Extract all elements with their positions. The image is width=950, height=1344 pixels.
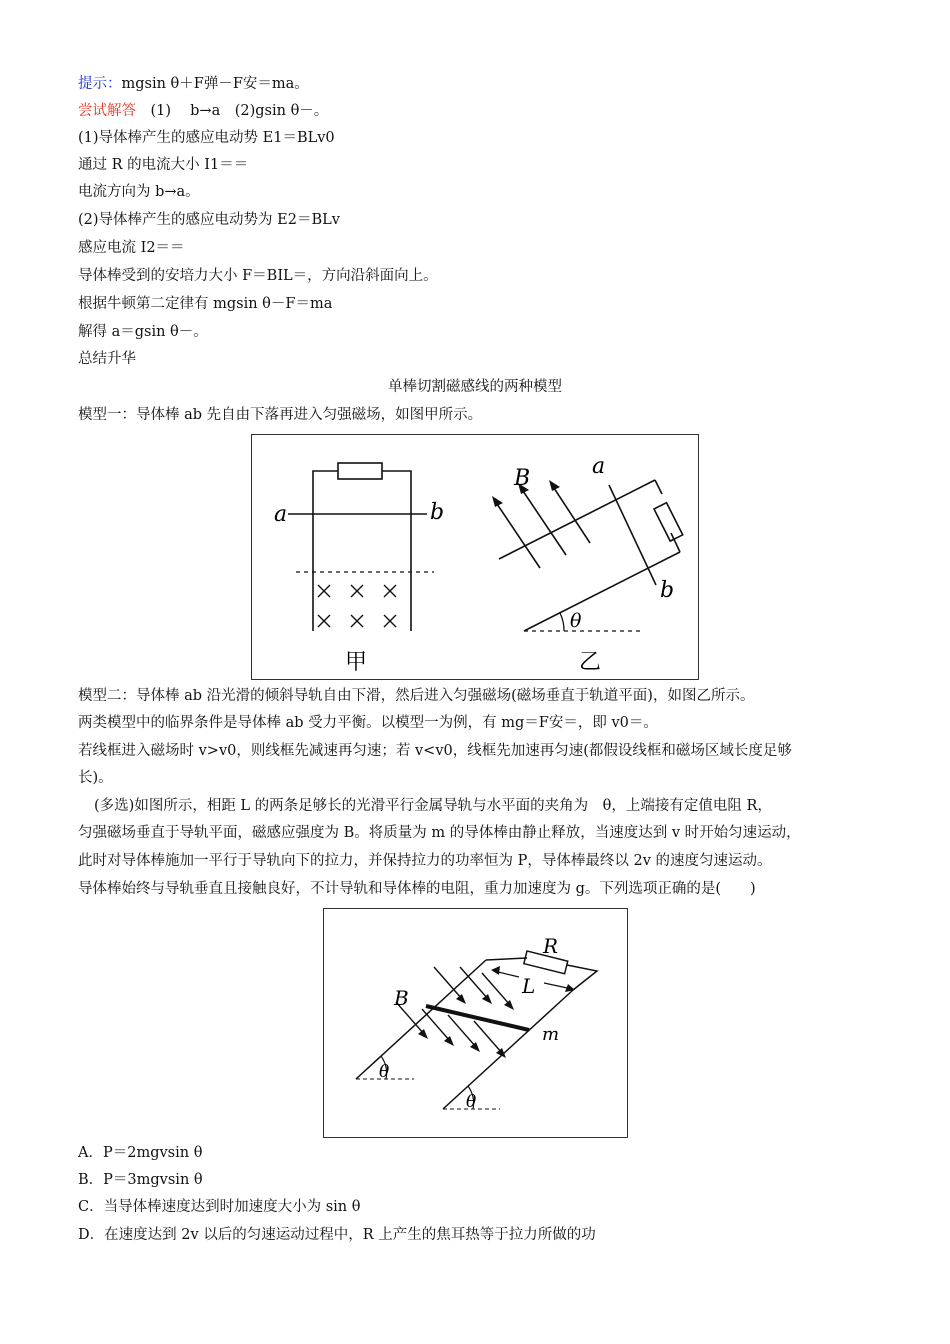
- option-b: B．P＝3mgvsin θ: [78, 1172, 203, 1188]
- question-line-4: 导体棒始终与导轨垂直且接触良好，不计导轨和导体棒的电阻，重力加速度为 g。下列选项正确的是( ): [78, 881, 756, 897]
- question-line-1: (多选)如图所示，相距 L 的两条足够长的光滑平行金属导轨与水平面的夹角为 θ，上端接有定值电阻 R，: [94, 798, 772, 814]
- q-label-B: B: [394, 986, 409, 1010]
- yi-label-b: b: [660, 578, 675, 603]
- q-label-R: R: [543, 934, 559, 958]
- option-c: C．当导体棒速度达到时加速度大小为 sin θ: [78, 1199, 361, 1215]
- yi-field-lines: [495, 485, 590, 568]
- q-label-L: L: [522, 974, 536, 998]
- summary-heading: 总结升华: [78, 351, 136, 367]
- jia-left-rail: [313, 471, 338, 631]
- yi-label-B: B: [514, 466, 531, 491]
- q-label-theta-1: θ: [379, 1062, 390, 1082]
- figure-jia: [288, 463, 434, 631]
- condition-line-1: 若线框进入磁场时 v>v0，则线框先减速再匀速；若 v<v0，线框先加速再匀速(都假设线框和磁场区域长度足够: [78, 743, 792, 759]
- yi-angle-arc: [560, 613, 564, 631]
- figure-models-svg: [252, 435, 698, 679]
- solution-line-1: (1)导体棒产生的感应电动势 E1＝BLv0: [78, 130, 335, 146]
- yi-label-theta: θ: [570, 610, 582, 632]
- yi-bar: [609, 485, 656, 585]
- section-title: 单棒切割磁感线的两种模型: [388, 379, 562, 395]
- model-one-text: 模型一：导体棒 ab 先自由下落再进入匀强磁场，如图甲所示。: [78, 407, 483, 423]
- q-rail-upper: [356, 960, 486, 1079]
- solution-line-4: (2)导体棒产生的感应电动势为 E2＝BLv: [78, 212, 340, 228]
- try-answer-label: 尝试解答: [78, 103, 136, 119]
- yi-lower-rail: [524, 552, 680, 631]
- jia-right-rail: [382, 471, 411, 631]
- jia-label-b: b: [430, 500, 445, 525]
- solution-line-8: 解得 a＝gsin θ－。: [78, 324, 208, 340]
- critical-condition-text: 两类模型中的临界条件是导体棒 ab 受力平衡。以模型一为例，有 mg＝F安＝，即 v0＝。: [78, 715, 658, 731]
- figure-models: [251, 434, 699, 680]
- q-rail-lower: [443, 990, 573, 1109]
- q-field-lines: [396, 967, 510, 1053]
- yi-caption: 乙: [579, 650, 602, 675]
- q-label-m: m: [542, 1024, 560, 1045]
- condition-line-2: 长)。: [78, 770, 113, 786]
- figure-question: [323, 908, 628, 1138]
- solution-line-6: 导体棒受到的安培力大小 F＝BIL＝，方向沿斜面向上。: [78, 268, 438, 284]
- yi-bottom-link: [671, 533, 680, 552]
- jia-label-a: a: [274, 502, 288, 527]
- try-answer-body: (1) b→a (2)gsin θ－。: [136, 103, 329, 119]
- jia-field-crosses: [318, 585, 396, 627]
- solution-line-2: 通过 R 的电流大小 I1＝＝: [78, 157, 249, 173]
- model-two-text: 模型二：导体棒 ab 沿光滑的倾斜导轨自由下滑，然后进入匀强磁场(磁场垂直于轨道平面)，如图乙所示。: [78, 688, 755, 704]
- try-answer-line: [78, 101, 328, 121]
- option-a: A．P＝2mgvsin θ: [78, 1145, 203, 1161]
- figure-yi: [495, 480, 683, 631]
- question-line-3: 此时对导体棒施加一平行于导轨向下的拉力，并保持拉力的功率恒为 P，导体棒最终以 2v 的速度匀速运动。: [78, 853, 772, 869]
- question-line-2: 匀强磁场垂直于导轨平面，磁感应强度为 B。将质量为 m 的导体棒由静止释放，当速度达到 v 时开始匀速运动，: [78, 825, 801, 841]
- yi-resistor: [654, 503, 683, 541]
- hint-body: mgsin θ＋F弹－F安＝ma。: [121, 76, 309, 92]
- solution-line-5: 感应电流 I2＝＝: [78, 240, 185, 256]
- solution-line-3: 电流方向为 b→a。: [78, 184, 200, 200]
- yi-top-link: [655, 480, 662, 494]
- hint-line: [78, 74, 309, 94]
- yi-label-a: a: [592, 454, 606, 479]
- jia-resistor: [338, 463, 382, 479]
- q-top-wire-2: [567, 965, 597, 990]
- jia-caption: 甲: [345, 650, 368, 675]
- q-top-wire-1: [486, 958, 527, 960]
- hint-label: 提示：: [78, 76, 122, 92]
- option-d: D．在速度达到 2v 以后的匀速运动过程中，R 上产生的焦耳热等于拉力所做的功: [78, 1227, 596, 1243]
- q-label-theta-2: θ: [466, 1092, 477, 1112]
- solution-line-7: 根据牛顿第二定律有 mgsin θ－F＝ma: [78, 296, 333, 312]
- figure-question-svg: [324, 909, 627, 1137]
